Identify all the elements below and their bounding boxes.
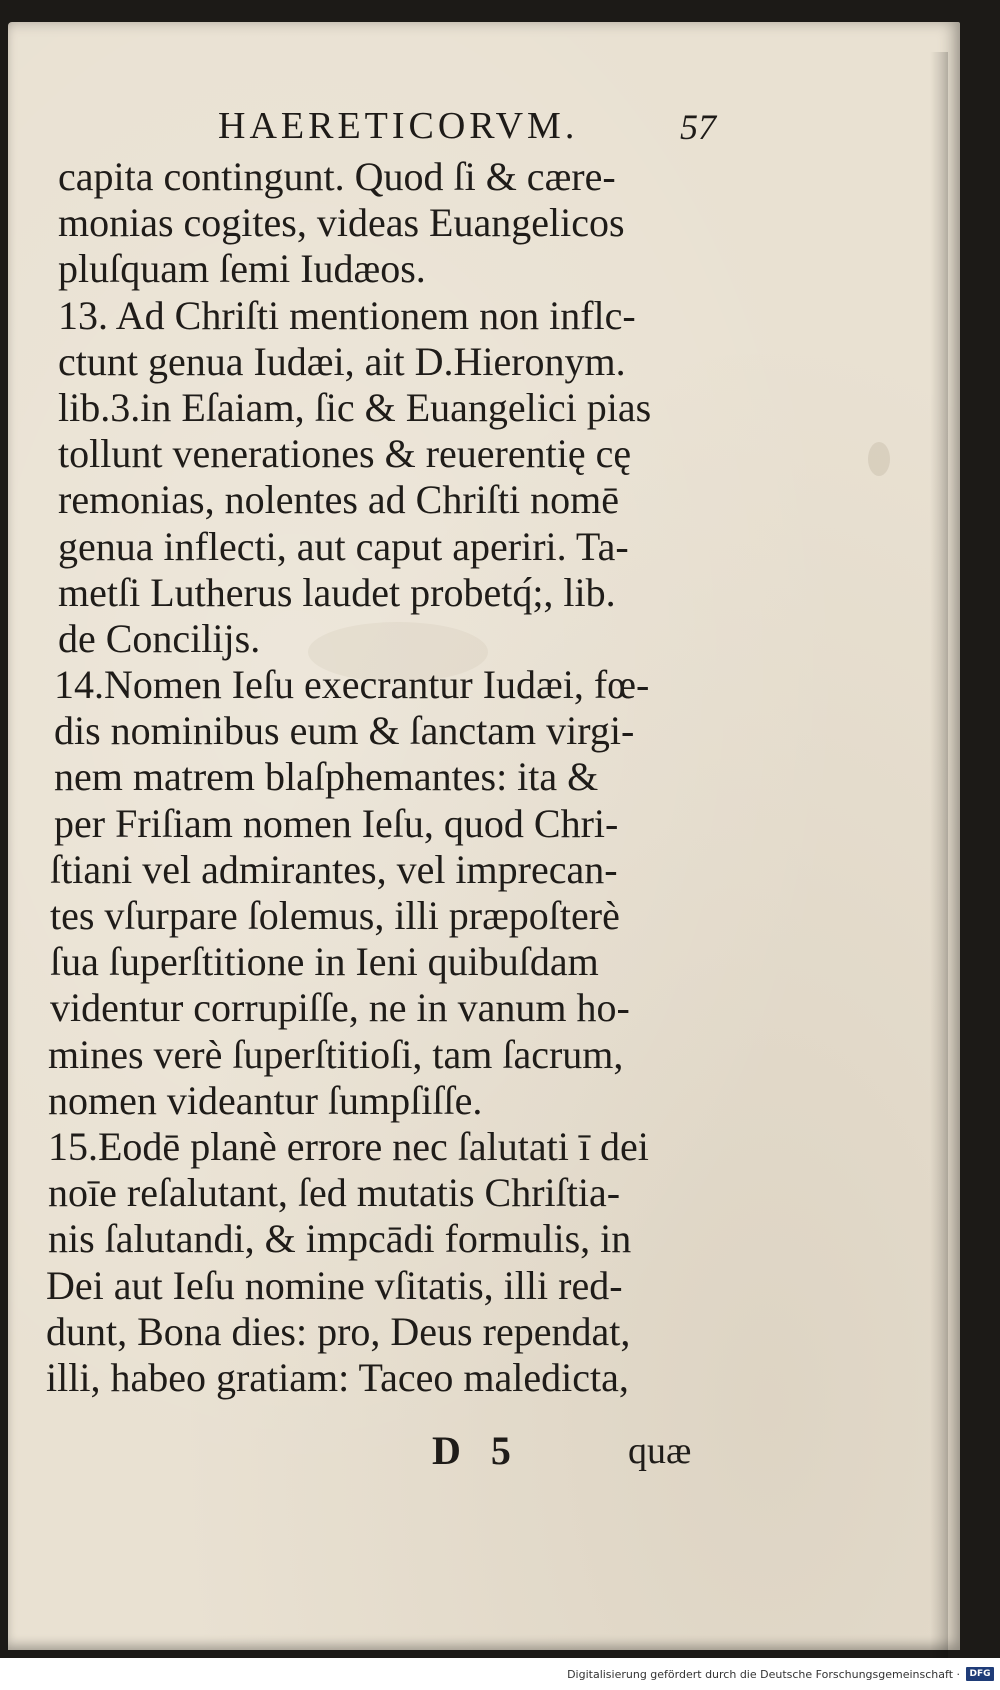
paper-stain: [868, 442, 890, 476]
text-line: 15.Eodē planè errore nec ſalutati ī dei: [48, 1123, 649, 1169]
text-line: capita contingunt. Quod ſi & cære-: [58, 154, 616, 199]
dfg-logo-icon: DFG: [966, 1667, 994, 1681]
text-line: videntur corrupiſſe, ne in vanum ho-: [50, 985, 630, 1031]
book-page: [8, 22, 960, 1650]
text-line: 13. Ad Chriſti mentionem non inflc-: [58, 292, 636, 338]
text-line: de Concilijs.: [58, 615, 261, 661]
text-line: per Friſiam nomen Ieſu, quod Chri-: [54, 800, 619, 846]
body-text: [46, 154, 758, 1401]
text-line: noīe reſalutant, ſed mutatis Chriſtia-: [48, 1170, 621, 1216]
catchword: quæ: [628, 1430, 692, 1472]
text-line: tes vſurpare ſolemus, illi præpoſterè: [50, 893, 620, 938]
text-line: mines verè ſuperſtitioſi, tam ſacrum,: [48, 1031, 624, 1077]
digitization-footer: [0, 1658, 1000, 1690]
text-line: monias cogites, videas Euangelicos: [58, 200, 625, 246]
running-title: HAERETICORVM.: [218, 105, 579, 147]
text-line: nem matrem blaſphemantes: ita &: [54, 754, 599, 800]
text-line: dis nominibus eum & ſanctam virgi-: [54, 708, 635, 754]
text-line: metſi Lutherus laudet probetq́;, lib.: [58, 569, 616, 615]
text-line: nis ſalutandi, & impcādi formulis, in: [48, 1216, 632, 1262]
text-line: dunt, Bona dies: pro, Deus rependat,: [46, 1308, 631, 1354]
page-number: 57: [680, 107, 716, 147]
text-line: remonias, nolentes ad Chriſti nomē: [58, 477, 619, 523]
text-line: Dei aut Ieſu nomine vſitatis, illi red-: [46, 1262, 623, 1308]
page-edge-shadow: [930, 52, 948, 1658]
text-line: illi, habeo gratiam: Taceo maledicta,: [46, 1354, 629, 1400]
page-foot: [8, 1427, 960, 1477]
text-line: tollunt venerationes & reuerentię cę: [58, 431, 632, 477]
text-line: nomen videantur ſumpſiſſe.: [48, 1077, 483, 1123]
funding-credit: Digitalisierung gefördert durch die Deutsche Forschungsgemeinschaft ·: [567, 1668, 960, 1681]
text-line: 14.Nomen Ieſu execrantur Iudæi, fœ-: [54, 662, 650, 708]
text-line: ſtiani vel admirantes, vel imprecan-: [50, 846, 618, 892]
page-header: [8, 104, 960, 154]
text-line: lib.3.in Eſaiam, ſic & Euangelici pias: [58, 384, 652, 430]
text-line: ſua ſuperſtitione in Ieni quibuſdam: [50, 939, 599, 985]
text-line: pluſquam ſemi Iudæos.: [58, 246, 426, 292]
text-line: genua inflecti, aut caput aperiri. Ta-: [58, 523, 629, 569]
text-line: ctunt genua Iudæi, ait D.Hieronym.: [58, 338, 626, 384]
signature-mark: D 5: [432, 1428, 521, 1473]
